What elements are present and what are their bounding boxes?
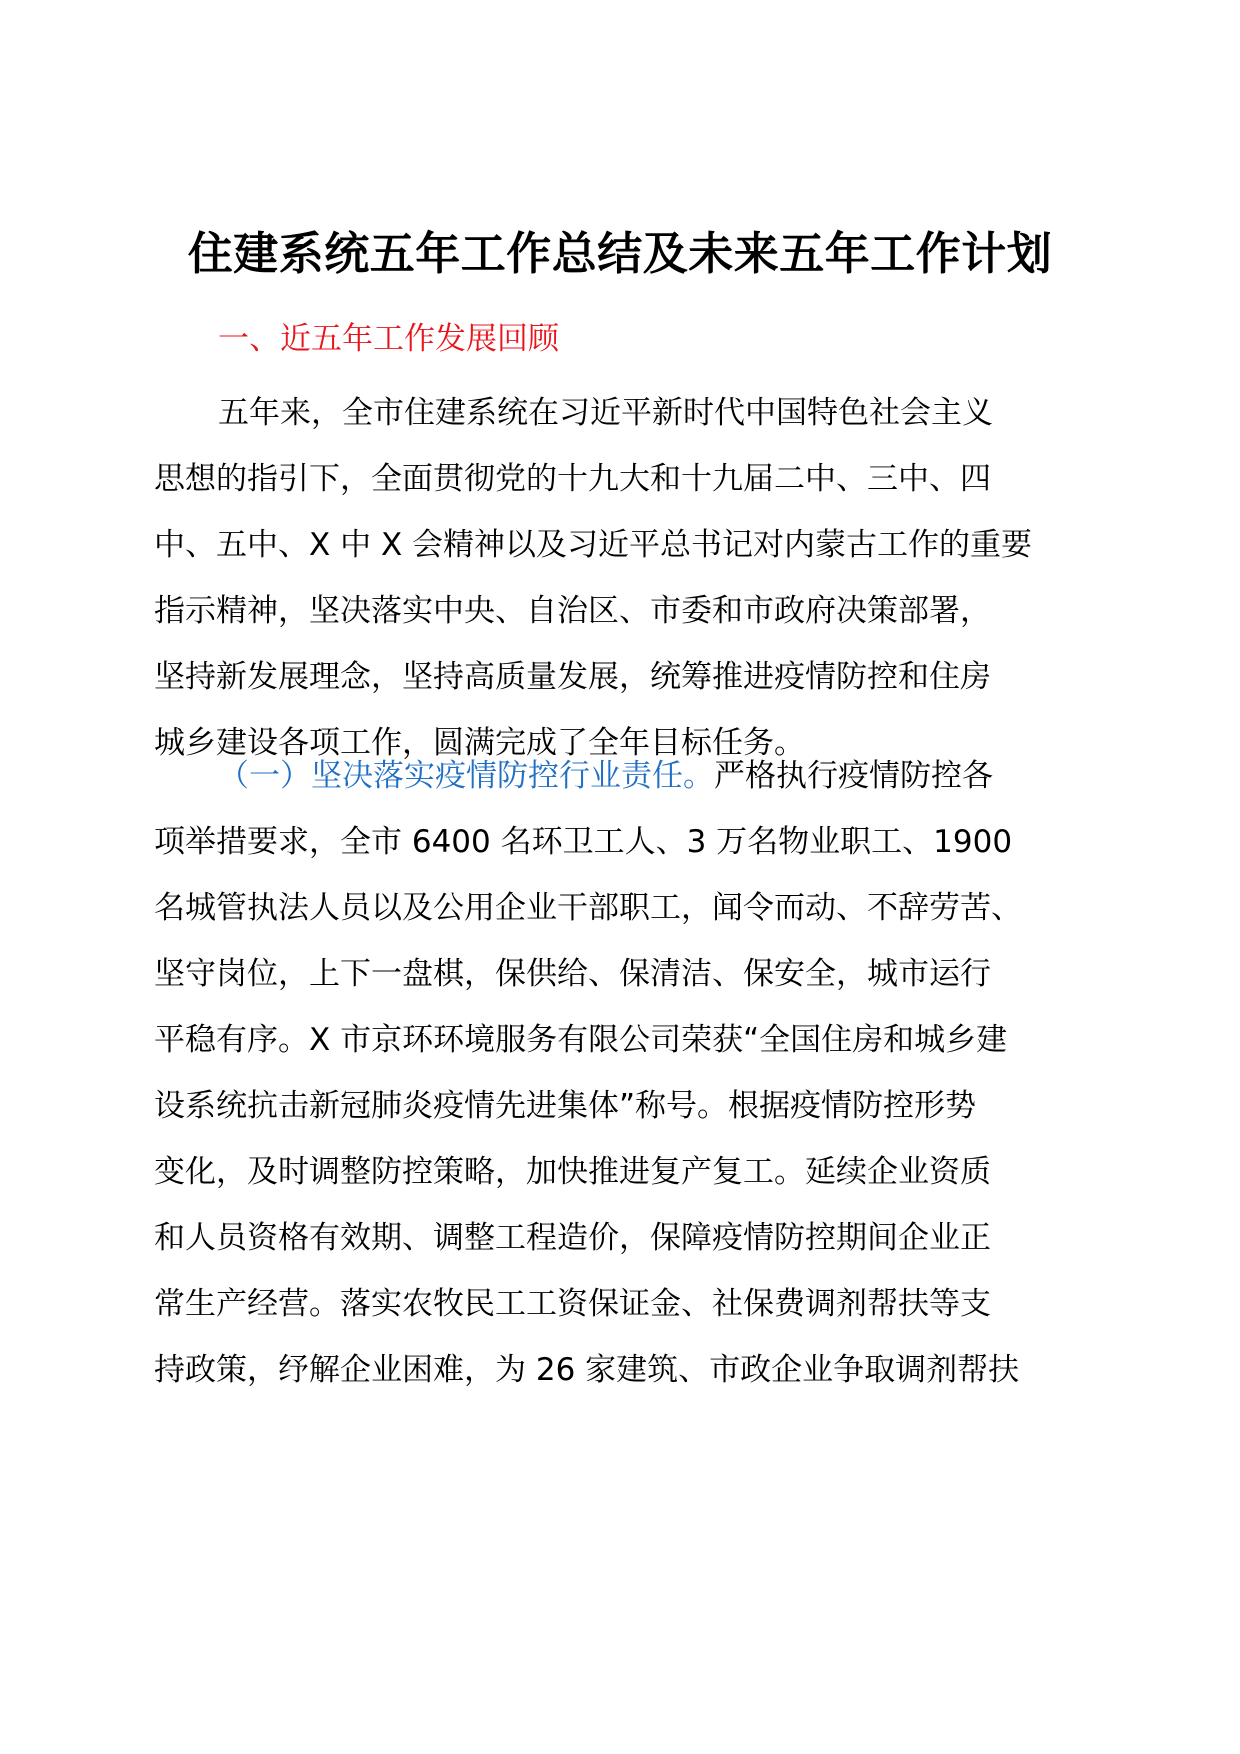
section-1 <box>154 306 1089 372</box>
paragraph-line: 指示精神，坚决落实中央、自治区、市委和市政府决策部署， <box>154 593 991 629</box>
paragraph-line: 持政策，纾解企业困难，为 26 家建筑、市政企业争取调剂帮扶 <box>154 1352 1020 1388</box>
paragraph-line: 城乡建设各项工作，圆满完成了全年目标任务。 <box>154 725 805 761</box>
paragraph-line: 设系统抗击新冠肺炎疫情先进集体”称号。根据疫情防控形势 <box>154 1088 977 1124</box>
paragraph-text: 严格执行疫情防控各 <box>714 758 993 794</box>
paragraph-line: 和人员资格有效期、调整工程造价，保障疫情防控期间企业正 <box>154 1220 991 1256</box>
paragraph-line: 中、五中、X 中 X 会精神以及习近平总书记对内蒙古工作的重要 <box>154 527 1033 563</box>
sub-heading: （一）坚决落实疫情防控行业责任。 <box>218 758 714 794</box>
paragraph-line: 平稳有序。X 市京环环境服务有限公司荣获“全国住房和城乡建 <box>154 1022 1008 1058</box>
paragraph-line: 五年来，全市住建系统在习近平新时代中国特色社会主义 <box>218 395 993 431</box>
paragraph-1 <box>154 380 1089 776</box>
paragraph-line: 坚守岗位，上下一盘棋，保供给、保清洁、保安全，城市运行 <box>154 956 991 992</box>
paragraph-line: 思想的指引下，全面贯彻党的十九大和十九届二中、三中、四 <box>154 461 991 497</box>
section-heading: 一、近五年工作发展回顾 <box>218 321 559 357</box>
paragraph-line: 项举措要求，全市 6400 名环卫工人、3 万名物业职工、1900 <box>154 824 1013 860</box>
paragraph-line: 名城管执法人员以及公用企业干部职工，闻令而动、不辞劳苦、 <box>154 890 1022 926</box>
paragraph-line: 坚持新发展理念，坚持高质量发展，统筹推进疫情防控和住房 <box>154 659 991 695</box>
document-title: 住建系统五年工作总结及未来五年工作计划 <box>187 227 1053 280</box>
paragraph-line: 变化，及时调整防控策略，加快推进复产复工。延续企业资质 <box>154 1154 991 1190</box>
paragraph-first-line <box>154 743 1089 809</box>
paragraph-2 <box>154 743 1089 1403</box>
paragraph-line: 常生产经营。落实农牧民工工资保证金、社保费调剂帮扶等支 <box>154 1286 991 1322</box>
